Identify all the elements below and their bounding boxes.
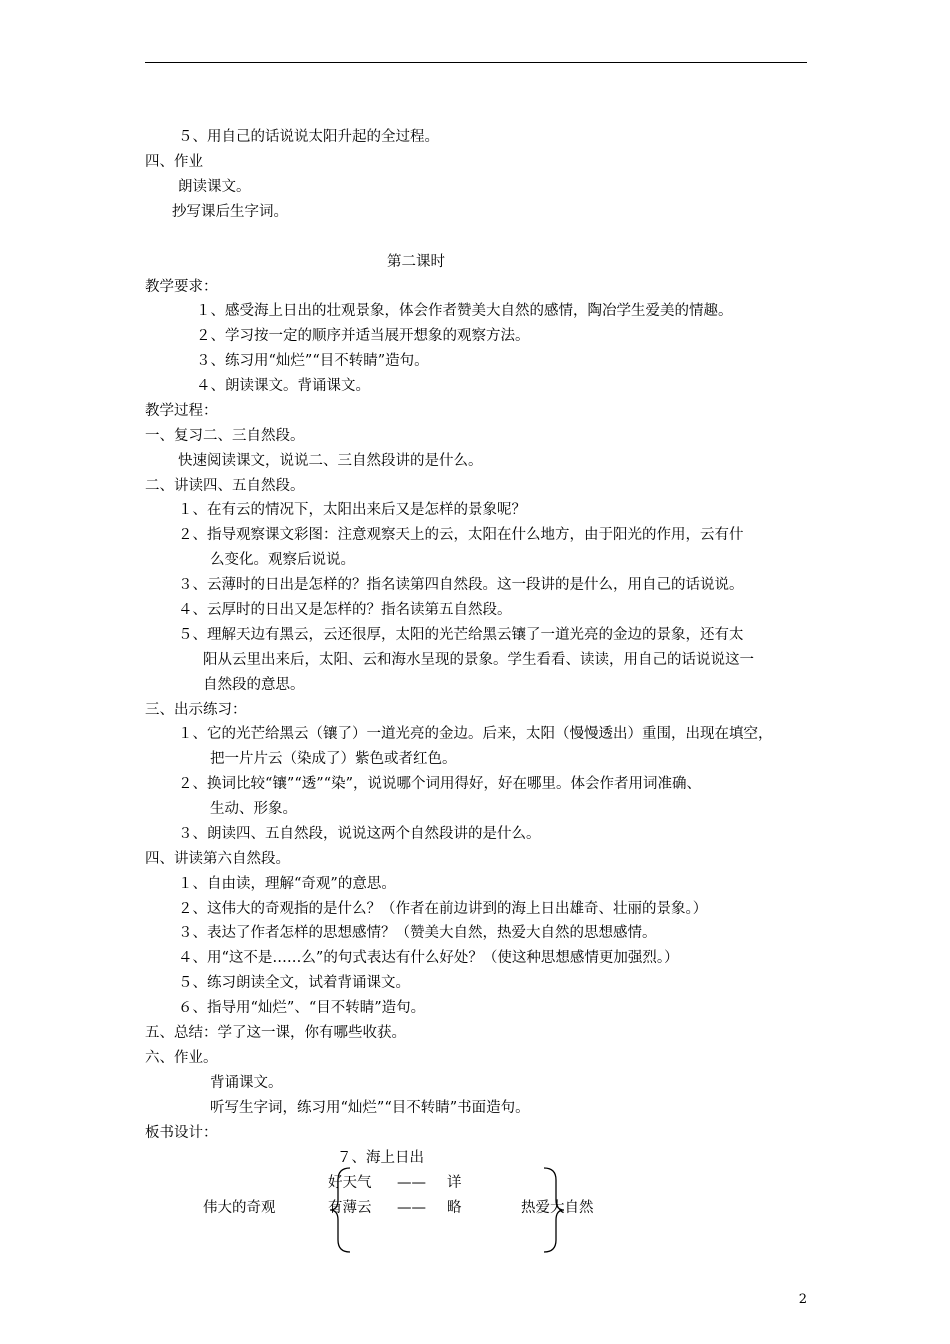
section-heading: 三、出示练习： xyxy=(145,702,247,718)
text-line: ３、朗读四、五自然段，说说这两个自然段讲的是什么。 xyxy=(178,826,541,842)
board-label: 伟大的奇观 xyxy=(203,1200,276,1216)
section-heading: 四、作业 xyxy=(145,154,203,170)
text-line: ４、用“这不是……么”的句式表达有什么好处？（使这种思想感情更加强烈。） xyxy=(178,950,679,966)
text-line: ４、朗读课文。背诵课文。 xyxy=(196,378,370,394)
board-item: 略 xyxy=(447,1200,462,1216)
text-line: 快速阅读课文，说说二、三自然段讲的是什么。 xyxy=(178,453,483,469)
board-item: 详 xyxy=(447,1175,462,1191)
text-line: ２、换词比较“镶”“透”“染”，说说哪个词用得好，好在哪里。体会作者用词准确、 xyxy=(178,776,701,792)
text-line: ５、理解天边有黑云，云还很厚，太阳的光芒给黑云镶了一道光亮的金边的景象，还有太 xyxy=(178,627,744,643)
text-line: ３、练习用“灿烂”“目不转睛”造句。 xyxy=(196,353,429,369)
text-line: 听写生字词，练习用“灿烂”“目不转睛”书面造句。 xyxy=(210,1100,530,1116)
lesson-title: 第二课时 xyxy=(387,254,445,270)
section-heading: 教学过程： xyxy=(145,403,218,419)
section-heading: 二、讲读四、五自然段。 xyxy=(145,478,305,494)
board-dash: —— xyxy=(397,1200,426,1216)
section-heading: 五、总结：学了这一课，你有哪些收获。 xyxy=(145,1025,406,1041)
text-line: 抄写课后生字词。 xyxy=(172,204,288,220)
section-heading: 一、复习二、三自然段。 xyxy=(145,428,305,444)
text-line: 么变化。观察后说说。 xyxy=(210,552,355,568)
text-line: １、它的光芒给黑云（镶了）一道光亮的金边。后来，太阳（慢慢透出）重围，出现在填空， xyxy=(178,726,773,742)
board-item: 好天气 xyxy=(328,1175,372,1191)
header-rule xyxy=(145,62,807,63)
text-line: ５、用自己的话说说太阳升起的全过程。 xyxy=(178,129,439,145)
text-line: 把一片片云（染成了）紫色或者红色。 xyxy=(210,751,457,767)
text-line: ４、云厚时的日出又是怎样的？指名读第五自然段。 xyxy=(178,602,512,618)
text-line: ２、指导观察课文彩图：注意观察天上的云，太阳在什么地方，由于阳光的作用，云有什 xyxy=(178,527,744,543)
page-number: 2 xyxy=(798,1292,807,1307)
text-line: １、自由读，理解“奇观”的意思。 xyxy=(178,876,396,892)
left-brace-icon xyxy=(326,1166,356,1254)
right-brace-icon xyxy=(538,1166,568,1254)
text-line: 生动、形象。 xyxy=(210,801,297,817)
text-line: ３、云薄时的日出是怎样的？指名读第四自然段。这一段讲的是什么，用自己的话说说。 xyxy=(178,577,744,593)
text-line: １、感受海上日出的壮观景象，体会作者赞美大自然的感情，陶冶学生爱美的情趣。 xyxy=(196,303,733,319)
text-line: ２、这伟大的奇观指的是什么？（作者在前边讲到的海上日出雄奇、壮丽的景象。） xyxy=(178,901,708,917)
section-heading: 板书设计： xyxy=(145,1125,218,1141)
text-line: 阳从云里出来后，太阳、云和海水呈现的景象。学生看看、读读，用自己的话说说这一 xyxy=(203,652,754,668)
board-label: 热爱大自然 xyxy=(521,1200,594,1216)
text-line: 背诵课文。 xyxy=(210,1075,283,1091)
text-line: １、在有云的情况下，太阳出来后又是怎样的景象呢？ xyxy=(178,502,526,518)
text-line: 朗读课文。 xyxy=(178,179,251,195)
board-dash: —— xyxy=(397,1175,426,1191)
text-line: ５、练习朗读全文，试着背诵课文。 xyxy=(178,975,410,991)
board-title: ７、海上日出 xyxy=(337,1150,424,1166)
text-line: ６、指导用“灿烂”、“目不转睛”造句。 xyxy=(178,1000,426,1016)
text-line: 自然段的意思。 xyxy=(203,677,305,693)
text-line: ３、表达了作者怎样的思想感情？（赞美大自然，热爱大自然的思想感情。 xyxy=(178,925,657,941)
section-heading: 四、讲读第六自然段。 xyxy=(145,851,290,867)
board-item: 有薄云 xyxy=(328,1200,372,1216)
section-heading: 教学要求： xyxy=(145,279,218,295)
section-heading: 六、作业。 xyxy=(145,1050,218,1066)
text-line: ２、学习按一定的顺序并适当展开想象的观察方法。 xyxy=(196,328,530,344)
